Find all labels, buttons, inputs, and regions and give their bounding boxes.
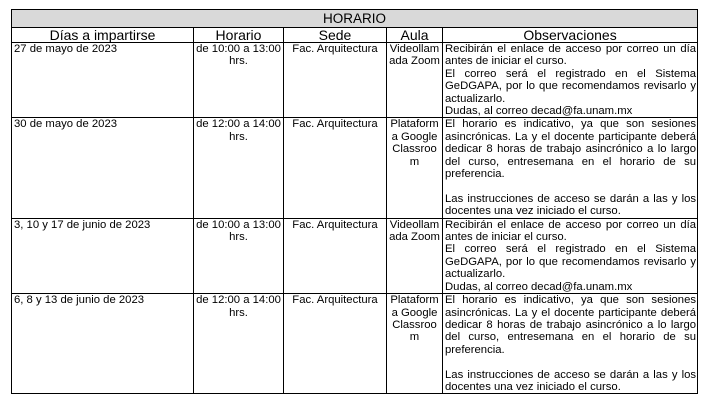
cell-aula: Plataforma Google Classroom — [387, 294, 443, 394]
paragraph-spacer — [445, 180, 696, 192]
schedule-table — [11, 9, 698, 394]
cell-aula: Plataforma Google Classroom — [387, 118, 443, 218]
cell-date: 3, 10 y 17 de junio de 2023 — [12, 218, 194, 293]
cell-sede: Fac. Arquitectura — [284, 218, 387, 293]
header-sede: Sede — [284, 28, 387, 43]
header-observaciones: Observaciones — [443, 28, 698, 43]
cell-observaciones — [443, 118, 698, 218]
table-row — [12, 43, 698, 118]
obs-paragraph: Dudas, al correo decad@fa.unam.mx — [445, 280, 633, 293]
table-row — [12, 294, 698, 394]
obs-paragraph: Recibirán el enlace de acceso por correo un día antes de iniciar el curso. — [445, 218, 697, 244]
cell-time: de 12:00 a 14:00 hrs. — [194, 118, 284, 218]
cell-date: 27 de mayo de 2023 — [12, 43, 194, 118]
cell-observaciones — [443, 43, 698, 118]
cell-time: de 12:00 a 14:00 hrs. — [194, 294, 284, 394]
table-header-row — [12, 28, 698, 43]
obs-paragraph: Dudas, al correo decad@fa.unam.mx — [445, 105, 633, 118]
cell-date: 30 de mayo de 2023 — [12, 118, 194, 218]
cell-observaciones — [443, 218, 698, 293]
obs-paragraph: El correo será el registrado en el Sistema GeDGAPA, por lo que recomendamos revisarlo y actualizarlo. — [445, 243, 697, 281]
header-dias: Días a impartirse — [12, 28, 194, 43]
cell-sede: Fac. Arquitectura — [284, 294, 387, 394]
schedule-table-wrapper — [11, 9, 697, 394]
obs-paragraph: Las instrucciones de acceso se darán a las y los docentes una vez iniciado el curso. — [445, 368, 697, 393]
header-horario: Horario — [194, 28, 284, 43]
table-row — [12, 218, 698, 293]
cell-observaciones — [443, 294, 698, 394]
cell-time: de 10:00 a 13:00 hrs. — [194, 218, 284, 293]
table-row — [12, 118, 698, 218]
cell-aula: Videollamada Zoom — [387, 218, 443, 293]
obs-paragraph: Recibirán el enlace de acceso por correo un día antes de iniciar el curso. — [445, 43, 697, 68]
header-aula: Aula — [387, 28, 443, 43]
cell-time: de 10:00 a 13:00 hrs. — [194, 43, 284, 118]
cell-sede: Fac. Arquitectura — [284, 43, 387, 118]
obs-paragraph: Las instrucciones de acceso se darán a las y los docentes una vez iniciado el curso. — [445, 192, 697, 218]
cell-aula: Videollamada Zoom — [387, 43, 443, 118]
obs-paragraph: El horario es indicativo, ya que son sesiones asincrónicas. La y el docente participante deberá dedicar 8 horas de trabajo asincrónico a lo largo del curso, entresemana en el horario de su preferencia. — [445, 118, 697, 181]
cell-date: 6, 8 y 13 de junio de 2023 — [12, 294, 194, 394]
cell-sede: Fac. Arquitectura — [284, 118, 387, 218]
paragraph-spacer — [445, 356, 696, 368]
obs-paragraph: El correo será el registrado en el Sistema GeDGAPA, por lo que recomendamos revisarlo y actualizarlo. — [445, 67, 697, 105]
table-title: HORARIO — [12, 10, 698, 28]
obs-paragraph: El horario es indicativo, ya que son sesiones asincrónicas. La y el docente participante deberá dedicar 8 horas de trabajo asincrónico a lo largo del curso, entresemana en el horario de su preferencia. — [445, 294, 697, 356]
table-title-row — [12, 10, 698, 28]
